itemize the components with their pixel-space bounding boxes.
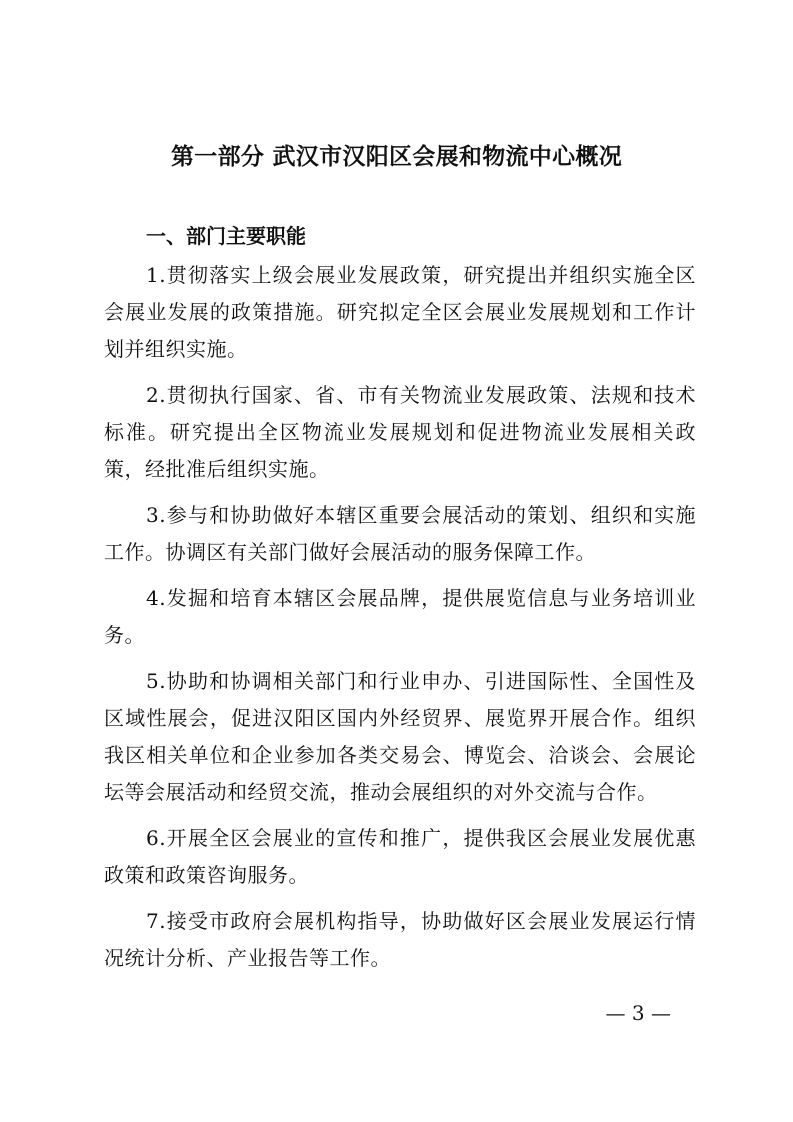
paragraph-1: 1.贯彻落实上级会展业发展政策，研究提出并组织实施全区会展业发展的政策措施。研究拟定全区会展业发展规划和工作计划并组织实施。 (104, 263, 696, 361)
paragraph-5: 5.协助和协调相关部门和行业申办、引进国际性、全国性及区域性展会，促进汉阳区国内外经贸界、展览界开展合作。组织我区相关单位和企业参加各类交易会、博览会、洽谈会、会展论坛等会展活动和经贸交流，推动会展组织的对外交流与合作。 (104, 669, 696, 804)
paragraph-2: 2.贯彻执行国家、省、市有关物流业发展政策、法规和技术标准。研究提出全区物流业发展规划和促进物流业发展相关政策，经批准后组织实施。 (104, 383, 696, 481)
paragraph-3: 3.参与和协助做好本辖区重要会展活动的策划、组织和实施工作。协调区有关部门做好会展活动的服务保障工作。 (104, 503, 696, 564)
paragraph-4: 4.发掘和培育本辖区会展品牌，提供展览信息与业务培训业务。 (104, 586, 696, 647)
page-title: 第一部分 武汉市汉阳区会展和物流中心概况 (170, 144, 622, 170)
section-heading: 一、部门主要职能 (146, 224, 306, 248)
page-number: — 3 — (605, 1001, 671, 1025)
paragraph-7: 7.接受市政府会展机构指导，协助做好区会展业发展运行情况统计分析、产业报告等工作。 (104, 909, 696, 970)
paragraph-6: 6.开展全区会展业的宣传和推广，提供我区会展业发展优惠政策和政策咨询服务。 (104, 826, 696, 887)
document-body (104, 257, 696, 977)
